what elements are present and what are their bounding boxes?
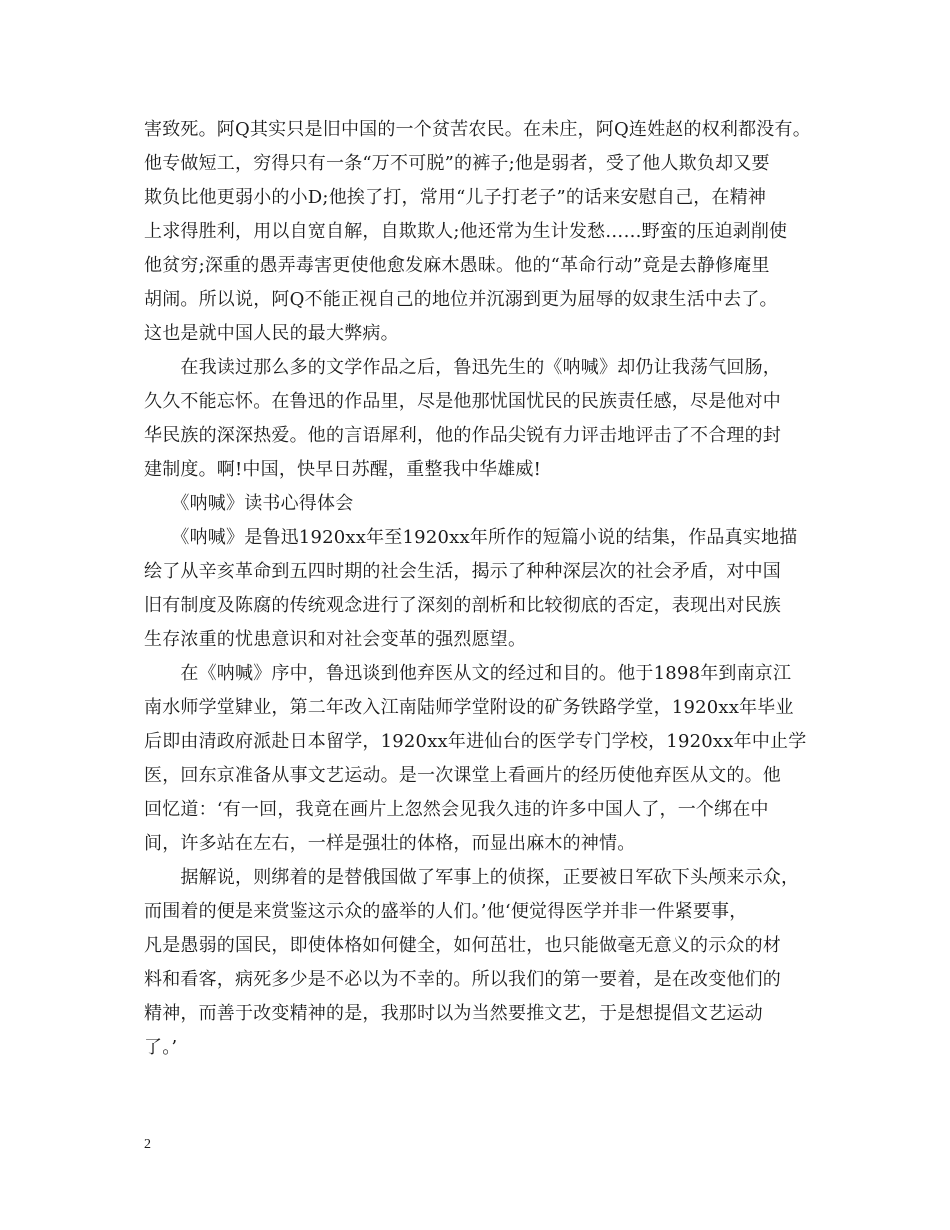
text-line: 他专做短工，穷得只有一条“万不可脱”的裤子;他是弱者，受了他人欺负却又要: [144, 153, 770, 174]
text-line: 回忆道：‘有一回，我竟在画片上忽然会见我久违的许多中国人了，一个绑在中: [144, 799, 769, 820]
text-line: 据解说，则绑着的是替俄国做了军事上的侦探，正要被日军砍下头颅来示众，: [144, 867, 800, 888]
text-line: 旧有制度及陈腐的传统观念进行了深刻的剖析和比较彻底的否定，表现出对民族: [144, 595, 781, 616]
text-line: 精神，而善于改变精神的是，我那时以为当然要推文艺，于是想提倡文艺运动: [144, 1003, 763, 1024]
text-line: 他贫穷;深重的愚弄毒害更使他愈发麻木愚昧。他的“革命行动”竟是去静修庵里: [144, 255, 770, 276]
text-line: 而围着的便是来赏鉴这示众的盛举的人们。’他‘便觉得医学并非一件紧要事，: [144, 901, 748, 922]
text-line: 生存浓重的忧患意识和对社会变革的强烈愿望。: [144, 629, 527, 650]
text-line: 绘了从辛亥革命到五四时期的社会生活，揭示了种种深层次的社会矛盾，对中国: [144, 561, 781, 582]
text-line: 间，许多站在左右，一样是强壮的体格，而显出麻木的神情。: [144, 833, 636, 854]
text-line: 料和看客，病死多少是不必以为不幸的。所以我们的第一要着，是在改变他们的: [144, 969, 781, 990]
text-line: 上求得胜利，用以自宽自解，自欺欺人;他还常为生计发愁……野蛮的压迫剥削使: [144, 221, 788, 242]
text-line: 凡是愚弱的国民，即使体格如何健全，如何茁壮，也只能做毫无意义的示众的材: [144, 935, 781, 956]
text-line: 华民族的深深热爱。他的言语犀利，他的作品尖锐有力评击地评击了不合理的封: [144, 425, 781, 446]
text-line: 建制度。啊!中国，快早日苏醒，重整我中华雄威!: [144, 459, 542, 480]
text-line: 医，回东京准备从事文艺运动。是一次课堂上看画片的经历使他弃医从文的。他: [144, 765, 781, 786]
text-line: 这也是就中国人民的最大弊病。: [144, 323, 399, 344]
text-line: 害致死。阿Q其实只是旧中国的一个贫苦农民。在未庄，阿Q连姓赵的权利都没有。: [144, 119, 811, 140]
text-line: 欺负比他更弱小的小D;他挨了打，常用“儿子打老子”的话来安慰自己，在精神: [144, 187, 767, 208]
text-line: 在《呐喊》序中，鲁迅谈到他弃医从文的经过和目的。他于1898年到南京江: [144, 663, 792, 684]
page-number: 2: [144, 1137, 151, 1152]
text-line: 《呐喊》是鲁迅1920xx年至1920xx年所作的短篇小说的结集，作品真实地描: [144, 527, 798, 548]
text-line: 南水师学堂肄业，第二年改入江南陆师学堂附设的矿务铁路学堂，1920xx年毕业: [144, 697, 794, 718]
text-line: 后即由清政府派赴日本留学，1920xx年进仙台的医学专门学校，1920xx年中止学: [144, 731, 807, 752]
text-line: 久久不能忘怀。在鲁迅的作品里，尽是他那忧国忧民的民族责任感，尽是他对中: [144, 391, 781, 412]
text-line: 在我读过那么多的文学作品之后，鲁迅先生的《呐喊》却仍让我荡气回肠，: [144, 357, 781, 378]
text-line: 胡闹。所以说，阿Q不能正视自己的地位并沉溺到更为屈辱的奴隶生活中去了。: [144, 289, 778, 310]
text-line: 了。’: [144, 1037, 178, 1058]
section-heading: 《呐喊》读书心得体会: [144, 493, 354, 514]
